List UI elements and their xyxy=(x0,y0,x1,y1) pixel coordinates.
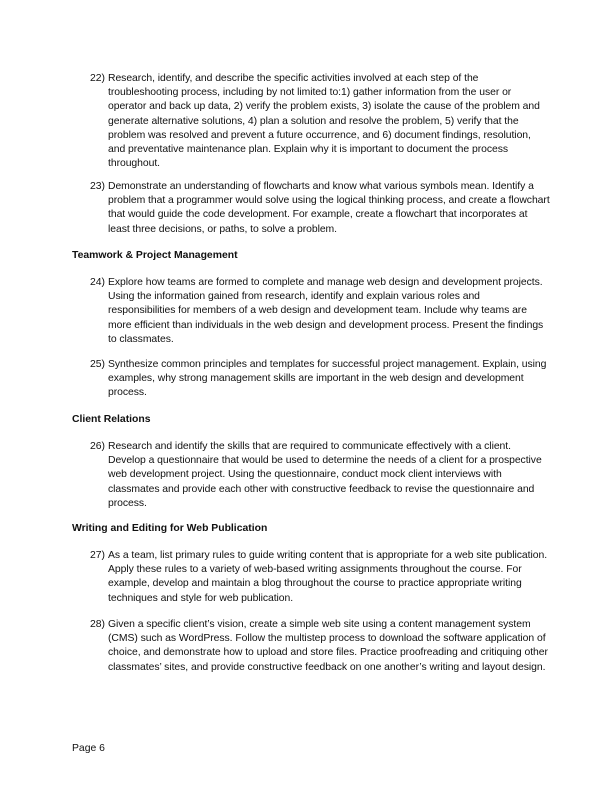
list-item-26 xyxy=(90,440,550,511)
item-number: 23) xyxy=(90,181,105,192)
item-text: Given a specific client’s vision, create a simple web site using a content management system (CMS) such as WordPress. Follow the multistep process to download the software application of choice, and demonstrate how to upload and store files. Practice proofreading and critiquing other classmates’ sites, and provide constructive feedback on one another’s writing and layout design. xyxy=(108,619,548,673)
item-number: 24) xyxy=(90,277,105,288)
item-text: As a team, list primary rules to guide writing content that is appropriate for a web site publication. Apply these rules to a variety of web-based writing assignments throughout the course. For example, develop and maintain a blog throughout the course to practice appropriate writing techniques and style for web publication. xyxy=(108,550,548,604)
list-item-27 xyxy=(90,549,550,606)
item-number: 22) xyxy=(90,73,105,84)
page-number: Page 6 xyxy=(72,743,105,754)
list-item-25 xyxy=(90,358,550,401)
section-heading-teamwork: Teamwork & Project Management xyxy=(72,250,238,261)
section-heading-client-relations: Client Relations xyxy=(72,414,151,425)
list-item-24 xyxy=(90,276,550,347)
item-text: Research, identify, and describe the specific activities involved at each step of the troubleshooting process, including by not limited to:1) gather information from the user or operator and back up data, 2) verify the problem exists, 3) isolate the cause of the problem and generate alternative solutions, 4) plan a solution and resolve the problem, 5) verify that the problem was resolved and prevent a future occurrence, and 6) document findings, resolution, and preventative maintenance plan. Explain why it is important to document the process throughout. xyxy=(108,73,540,170)
item-text: Explore how teams are formed to complete and manage web design and development projects. Using the information gained from research, identify and explain various roles and responsibilities for members of a web design and development team. Include why teams are more efficient than individuals in the web design and development process. Present the findings to classmates. xyxy=(108,277,544,345)
item-number: 27) xyxy=(90,550,105,561)
list-item-23 xyxy=(90,180,550,237)
item-number: 25) xyxy=(90,359,105,370)
section-heading-writing-editing: Writing and Editing for Web Publication xyxy=(72,523,268,534)
item-number: 28) xyxy=(90,619,105,630)
item-number: 26) xyxy=(90,441,105,452)
item-text: Research and identify the skills that are required to communicate effectively with a client. Develop a questionnaire that would be used to determine the needs of a client for a prospective web development project. Using the questionnaire, conduct mock client interviews with classmates and provide each other with constructive feedback to revise the questionnaire and process. xyxy=(108,441,542,509)
list-item-28 xyxy=(90,618,550,675)
list-item-22 xyxy=(90,72,550,171)
item-text: Demonstrate an understanding of flowcharts and know what various symbols mean. Identify a problem that a programmer would solve using the logical thinking process, and create a flowchart that would guide the code development. For example, create a flowchart that incorporates at least three decisions, or paths, to solve a problem. xyxy=(108,181,550,235)
item-text: Synthesize common principles and templates for successful project management. Explain, using examples, why strong management skills are important in the web design and development process. xyxy=(108,359,547,399)
